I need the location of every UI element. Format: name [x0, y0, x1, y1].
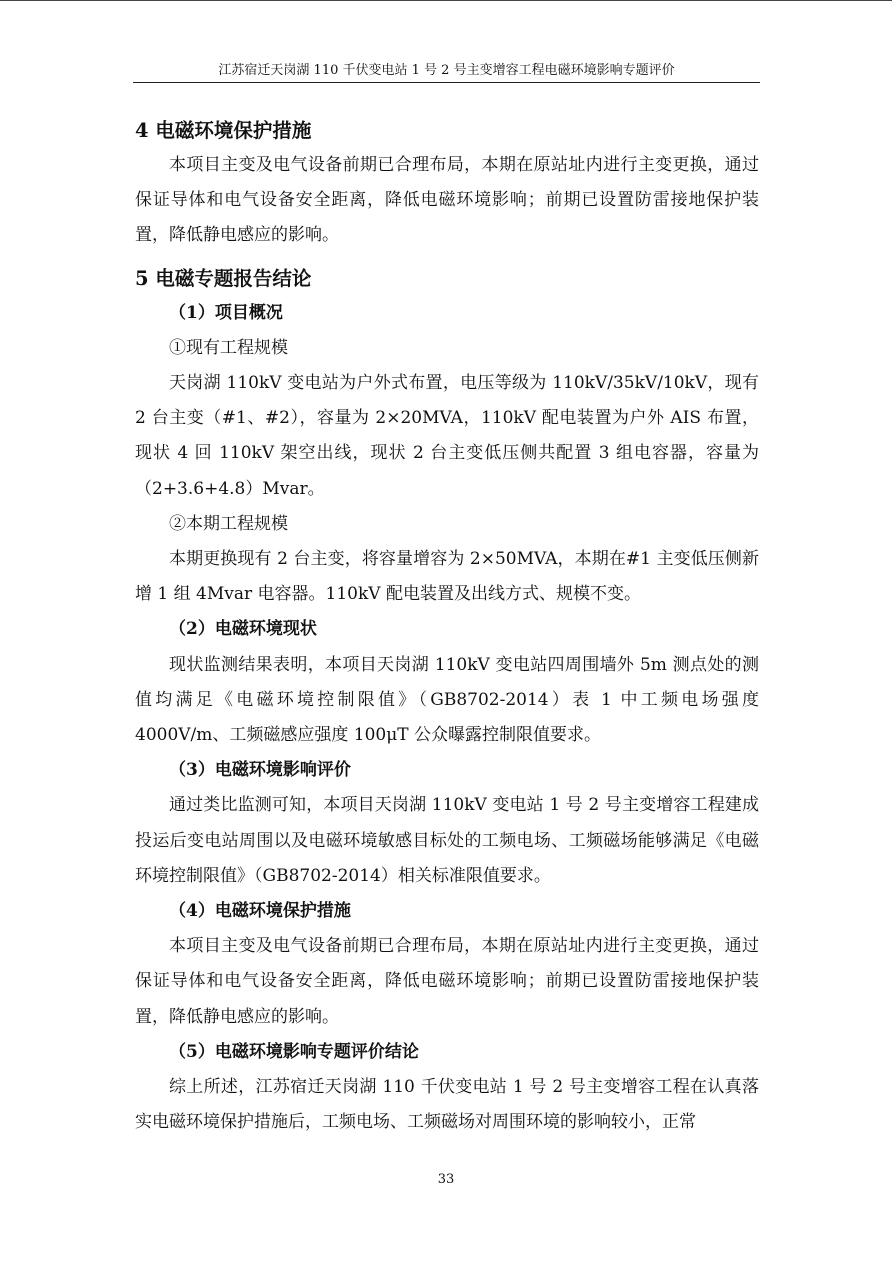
subsection-5-heading: （5）电磁环境影响专题评价结论	[169, 1041, 419, 1062]
page-body	[135, 114, 759, 1140]
paragraph-evaluation: 通过类比监测可知，本项目天岗湖 110kV 变电站 1 号 2 号主变增容工程建成投运后变电站周围以及电磁环境敏感目标处的工频电场、工频磁场能够满足《电磁环境控制限值》（GB8702-2014）相关标准限值要求。	[135, 795, 759, 886]
section-4-paragraph: 本项目主变及电气设备前期已合理布局，本期在原站址内进行主变更换，通过保证导体和电气设备安全距离，降低电磁环境影响；前期已设置防雷接地保护装置，降低静电感应的影响。	[135, 155, 759, 246]
section-4-heading: 4 电磁环境保护措施	[135, 119, 312, 142]
paragraph-status: 现状监测结果表明，本项目天岗湖 110kV 变电站四周围墙外 5m 测点处的测值均满足《电磁环境控制限值》（GB8702-2014）表 1 中工频电场强度 4000V/m、工频磁感应强度 100μT 公众曝露控制限值要求。	[135, 654, 759, 746]
item-existing-scale: ①现有工程规模	[169, 337, 288, 358]
header-rule	[133, 82, 760, 83]
item-current-scale: ②本期工程规模	[169, 513, 288, 534]
subsection-1-heading: （1）项目概况	[169, 302, 283, 323]
running-header: 江苏宿迁天岗湖 110 千伏变电站 1 号 2 号主变增容工程电磁环境影响专题评价	[218, 63, 675, 78]
page-number: 33	[437, 1172, 455, 1187]
page-top-border	[0, 0, 892, 1]
subsection-4-heading: （4）电磁环境保护措施	[169, 901, 351, 922]
paragraph-conclusion: 综上所述，江苏宿迁天岗湖 110 千伏变电站 1 号 2 号主变增容工程在认真落实电磁环境保护措施后，工频电场、工频磁场对周围环境的影响较小，正常	[135, 1077, 759, 1133]
paragraph-protection: 本项目主变及电气设备前期已合理布局，本期在原站址内进行主变更换，通过保证导体和电气设备安全距离，降低电磁环境影响；前期已设置防雷接地保护装置，降低静电感应的影响。	[135, 936, 759, 1027]
subsection-3-heading: （3）电磁环境影响评价	[169, 760, 351, 781]
section-5-heading: 5 电磁专题报告结论	[135, 266, 312, 290]
paragraph-current-scale: 本期更换现有 2 台主变，将容量增容为 2×50MVA，本期在#1 主变低压侧新增 1 组 4Mvar 电容器。110kV 配电装置及出线方式、规模不变。	[135, 549, 759, 605]
paragraph-existing-scale: 天岗湖 110kV 变电站为户外式布置，电压等级为 110kV/35kV/10kV，现有 2 台主变（#1、#2），容量为 2×20MVA，110kV 配电装置为户外 AIS 布置，现状 4 回 110kV 架空出线，现状 2 台主变低压侧共配置 3 组电容器，容量为（2+3.6+4.8）Mvar。	[135, 373, 759, 499]
subsection-2-heading: （2）电磁环境现状	[169, 619, 317, 640]
